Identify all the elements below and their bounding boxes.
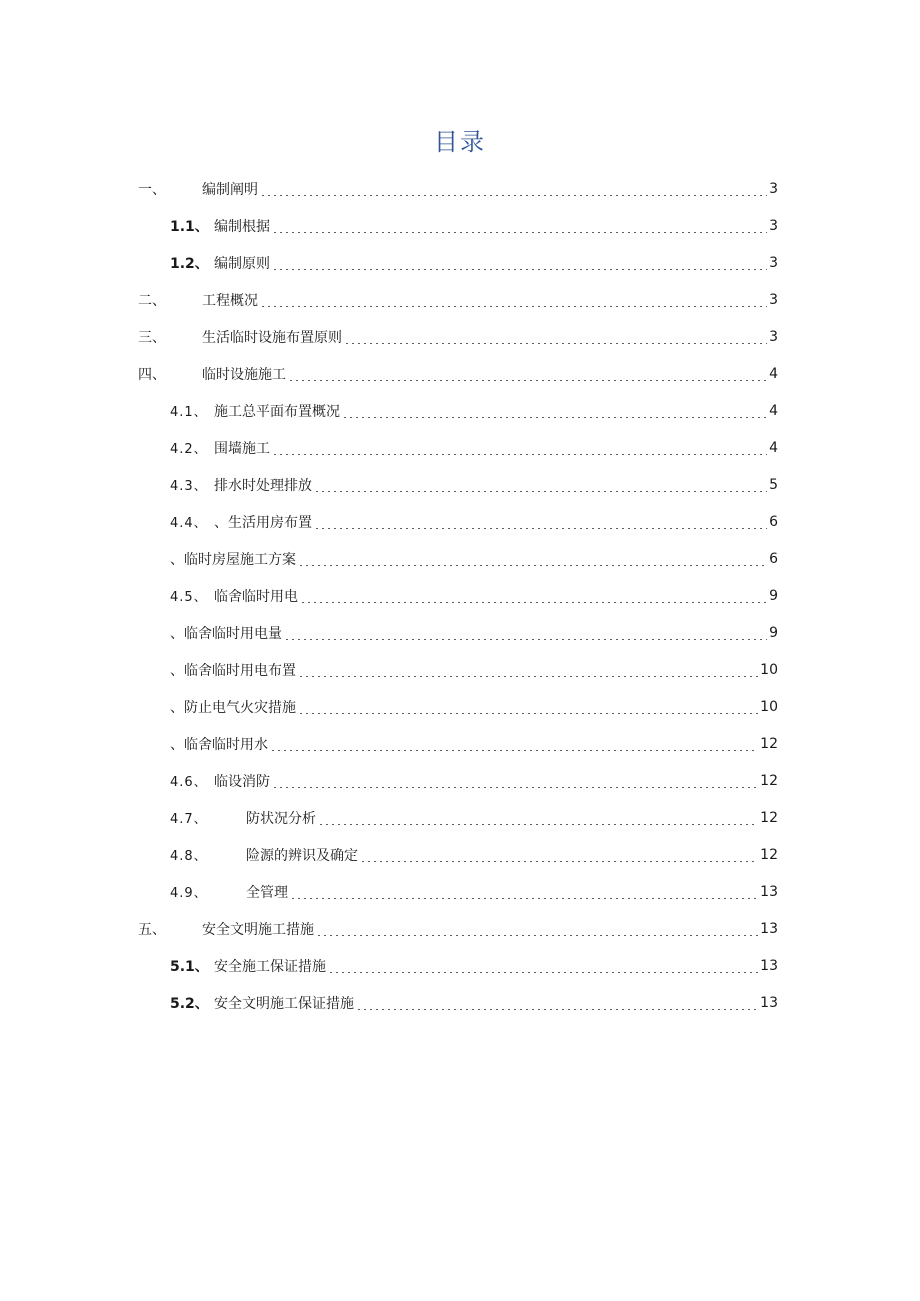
entry-page: 13 (760, 957, 778, 974)
entry-title: 安全文明施工保证措施 (214, 995, 354, 1012)
toc-title: 目录 (434, 128, 486, 156)
entry-number: 4.4、 (170, 516, 208, 531)
toc-entry[interactable] (138, 984, 778, 1021)
dot-leader (260, 293, 767, 307)
dot-leader (298, 700, 758, 714)
entry-page: 6 (769, 513, 778, 530)
entry-number: 4.8、 (170, 849, 208, 864)
dot-leader (272, 774, 758, 788)
toc-entry[interactable] (138, 466, 778, 503)
entry-page: 13 (760, 994, 778, 1011)
toc-list (138, 170, 778, 1021)
entry-title: 、生活用房布置 (214, 514, 312, 531)
dot-leader (298, 663, 758, 677)
toc-entry[interactable] (138, 688, 778, 725)
dot-leader (284, 626, 767, 640)
dot-leader (260, 182, 767, 196)
entry-title: 临舍临时用电 (214, 588, 298, 605)
entry-title: 防状况分析 (246, 810, 316, 827)
toc-entry[interactable] (138, 836, 778, 873)
entry-title: 施工总平面布置概况 (214, 403, 340, 420)
entry-page: 4 (769, 365, 778, 382)
toc-entry[interactable] (138, 429, 778, 466)
dot-leader (356, 996, 758, 1010)
toc-entry[interactable] (138, 244, 778, 281)
dot-leader (328, 959, 758, 973)
dot-leader (272, 441, 767, 455)
toc-entry[interactable] (138, 873, 778, 910)
toc-entry[interactable] (138, 392, 778, 429)
entry-page: 6 (769, 550, 778, 567)
entry-number: 4.7、 (170, 812, 208, 827)
entry-number: 4.1、 (170, 405, 208, 420)
toc-entry[interactable] (138, 799, 778, 836)
entry-title: 、防止电气火灾措施 (170, 699, 296, 716)
toc-entry[interactable] (138, 577, 778, 614)
entry-page: 3 (769, 254, 778, 271)
dot-leader (288, 367, 767, 381)
entry-page: 10 (760, 661, 778, 678)
dot-leader (360, 848, 758, 862)
toc-entry[interactable] (138, 503, 778, 540)
entry-page: 12 (760, 846, 778, 863)
toc-entry[interactable] (138, 725, 778, 762)
entry-page: 13 (760, 883, 778, 900)
entry-title: 、临舍临时用电量 (170, 625, 282, 642)
dot-leader (318, 811, 758, 825)
toc-entry[interactable] (138, 947, 778, 984)
toc-entry[interactable] (138, 540, 778, 577)
dot-leader (298, 552, 767, 566)
dot-leader (314, 478, 767, 492)
entry-title: 排水时处理排放 (214, 477, 312, 494)
entry-title: 、临舍临时用电布置 (170, 662, 296, 679)
entry-title: 、临舍临时用水 (170, 736, 268, 753)
toc-entry[interactable] (138, 614, 778, 651)
entry-title: 生活临时设施布置原则 (202, 329, 342, 346)
entry-number: 二、 (138, 292, 166, 309)
entry-page: 9 (769, 587, 778, 604)
entry-number: 4.5、 (170, 590, 208, 605)
entry-title: 围墙施工 (214, 440, 270, 457)
dot-leader (316, 922, 758, 936)
dot-leader (272, 219, 767, 233)
entry-page: 13 (760, 920, 778, 937)
entry-number: 4.9、 (170, 886, 208, 901)
entry-page: 12 (760, 735, 778, 752)
entry-number: 四、 (138, 366, 166, 383)
entry-page: 4 (769, 439, 778, 456)
entry-page: 3 (769, 217, 778, 234)
entry-number: 三、 (138, 329, 166, 346)
dot-leader (342, 404, 767, 418)
dot-leader (290, 885, 758, 899)
entry-number: 5.2、 (170, 995, 209, 1012)
entry-title: 编制阐明 (202, 181, 258, 198)
entry-page: 12 (760, 772, 778, 789)
toc-entry[interactable] (138, 170, 778, 207)
entry-page: 5 (769, 476, 778, 493)
dot-leader (300, 589, 767, 603)
dot-leader (272, 256, 767, 270)
toc-entry[interactable] (138, 318, 778, 355)
entry-title: 临设消防 (214, 773, 270, 790)
entry-number: 4.6、 (170, 775, 208, 790)
entry-title: 安全文明施工措施 (202, 921, 314, 938)
entry-page: 10 (760, 698, 778, 715)
entry-number: 4.2、 (170, 442, 208, 457)
toc-entry[interactable] (138, 281, 778, 318)
entry-title: 编制原则 (214, 255, 270, 272)
entry-number: 一、 (138, 181, 166, 198)
entry-title: 安全施工保证措施 (214, 958, 326, 975)
entry-title: 险源的辨识及确定 (246, 847, 358, 864)
entry-title: 工程概况 (202, 292, 258, 309)
entry-page: 12 (760, 809, 778, 826)
entry-page: 9 (769, 624, 778, 641)
dot-leader (344, 330, 767, 344)
entry-title: 、临时房屋施工方案 (170, 551, 296, 568)
entry-title: 全管理 (246, 884, 288, 901)
entry-page: 3 (769, 291, 778, 308)
toc-entry[interactable] (138, 207, 778, 244)
entry-page: 3 (769, 180, 778, 197)
entry-title: 编制根据 (214, 218, 270, 235)
toc-entry[interactable] (138, 355, 778, 392)
toc-entry[interactable] (138, 910, 778, 947)
entry-number: 5.1、 (170, 958, 209, 975)
dot-leader (314, 515, 767, 529)
entry-page: 3 (769, 328, 778, 345)
entry-title: 临时设施施工 (202, 366, 286, 383)
entry-number: 4.3、 (170, 479, 208, 494)
entry-number: 五、 (138, 921, 166, 938)
toc-entry[interactable] (138, 762, 778, 799)
dot-leader (270, 737, 758, 751)
entry-page: 4 (769, 402, 778, 419)
entry-number: 1.2、 (170, 255, 209, 272)
entry-number: 1.1、 (170, 218, 209, 235)
toc-entry[interactable] (138, 651, 778, 688)
